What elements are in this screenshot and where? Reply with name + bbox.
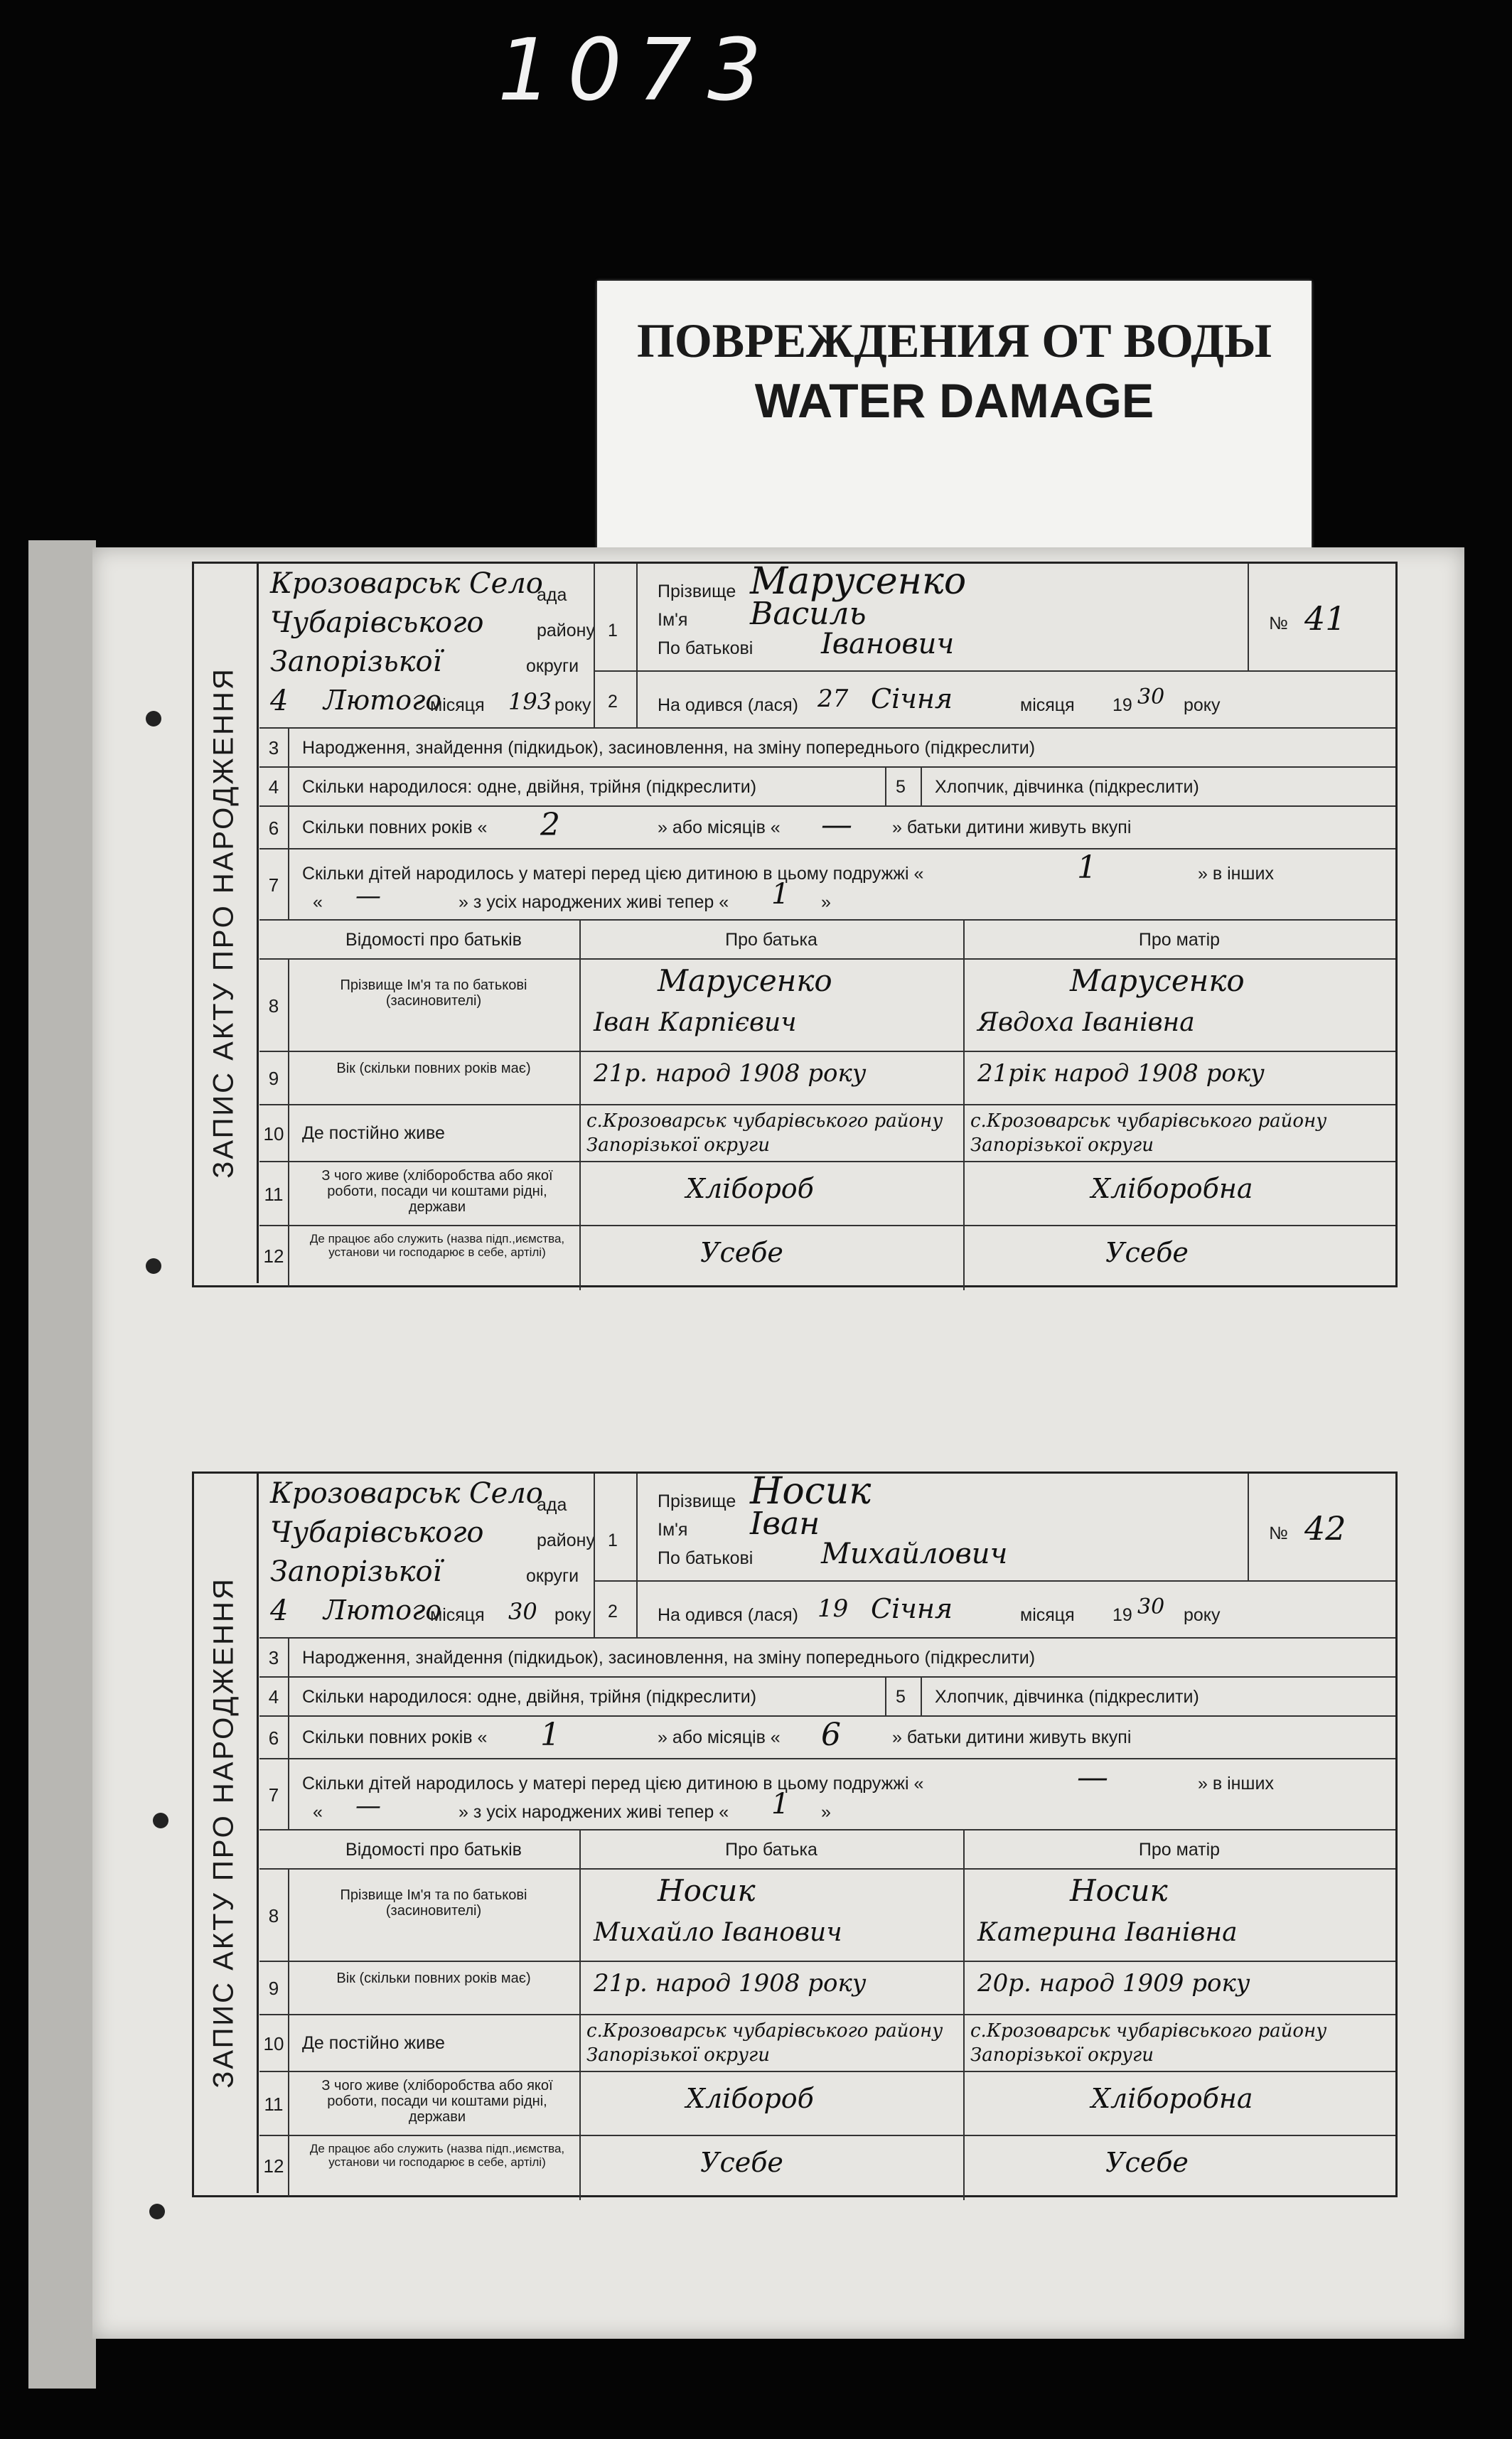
birth-month: Січня <box>871 683 953 714</box>
row-7-text-a: Скільки дітей народилось у матері перед цією дитиною в цьому подружжі « <box>302 1774 924 1794</box>
registration-year: 30 <box>508 1598 537 1625</box>
row-10: 10 Де постійно живе с.Крозоварськ чубарівського району Запорізької округи с.Крозоварськ чубарівського району Запорізької округи <box>259 2014 1395 2072</box>
row-6-text-c: » батьки дитини живуть вкупі <box>892 1727 1132 1747</box>
mother-age: 21рік народ 1908 року <box>977 1059 1265 1088</box>
father-work: Усебе <box>700 1237 783 1268</box>
children-alive: 1 <box>771 878 790 911</box>
children-before: 1 <box>1077 849 1097 886</box>
okrug-label: округи <box>526 656 579 676</box>
mother-residence: с.Крозоварськ чубарівського району Запорізької округи <box>970 2020 1327 2066</box>
row-6-text-a: Скільки повних років « <box>302 818 488 837</box>
born-label: На одився (лася) <box>658 695 798 715</box>
row-12-text: Де працює або служить (назва підп.,иємства, установи чи господарює в себе, артілі) <box>309 1232 565 1259</box>
row-3: 3 Народження, знайдення (підкидьок), засиновлення, на зміну попереднього (підкреслити) <box>259 727 1395 768</box>
number-label: № <box>1269 1523 1288 1543</box>
birth-year-label: року <box>1184 1605 1221 1625</box>
row-7: 7 Скільки дітей народилось у матері перед цією дитиною в цьому подружжі « — » в інших « — » з усіх народжених живі тепер « 1 » <box>259 1758 1395 1830</box>
col-father-header: Про батька <box>725 930 817 950</box>
born-label: На одився (лася) <box>658 1605 798 1625</box>
father-occupation: Хлібороб <box>686 1173 814 1204</box>
father-name: Михайло Іванович <box>594 1918 842 1947</box>
row-8-text: Прізвище Ім'я та по батькові (засиновителі) <box>340 1887 527 1919</box>
row-6-text-b: » або місяців « <box>658 1727 781 1747</box>
mother-work: Усебе <box>1105 1237 1189 1268</box>
row-6: 6 Скільки повних років « 2 » або місяців « — » батьки дитини живуть вкупі <box>259 805 1395 849</box>
row-6-text-b: » або місяців « <box>658 818 781 837</box>
col-mother-header: Про матір <box>1138 930 1221 950</box>
row-number: 5 <box>896 1687 906 1707</box>
row-number: 2 <box>608 692 618 712</box>
row-11-text: З чого живе (хліборобства або якої роботи, посади чи коштами рідні, держави <box>321 2078 553 2125</box>
months-together: 6 <box>821 1717 841 1753</box>
row-number: 1 <box>608 1531 618 1550</box>
surname-label: Прізвище <box>658 581 736 601</box>
birth-century: 19 <box>1112 1605 1132 1625</box>
row-9: 9 Вік (скільки повних років має) 21р. народ 1908 року 21рік народ 1908 року <box>259 1051 1395 1105</box>
number-label: № <box>1269 613 1288 633</box>
birth-century: 19 <box>1112 695 1132 715</box>
row-10-text: Де постійно живе <box>302 2033 445 2053</box>
registration-month: Лютого <box>323 685 442 716</box>
years-together: 2 <box>540 807 560 843</box>
row-7-text-c: « <box>313 1802 323 1822</box>
parents-header <box>259 919 1395 960</box>
child-surname: Марусенко <box>750 560 967 603</box>
row-9-text: Вік (скільки повних років має) <box>336 1061 531 1076</box>
row-10-text: Де постійно живе <box>302 1123 445 1143</box>
father-age: 21р. народ 1908 року <box>594 1969 867 1998</box>
birth-year: 30 <box>1137 1594 1165 1619</box>
mother-name: Катерина Іванівна <box>977 1918 1238 1947</box>
birth-month: Січня <box>871 1593 953 1624</box>
registration-month: Лютого <box>323 1594 442 1626</box>
registration-header <box>259 560 1395 727</box>
row-12: 12 Де працює або служить (назва підп.,иємства, установи чи господарює в себе, артілі) Усебе Усебе <box>259 2135 1395 2197</box>
form-side-title: ЗАПИС АКТУ ПРО НАРОДЖЕННЯ <box>191 1472 259 2193</box>
row-7-text-d: » з усіх народжених живі тепер « <box>459 892 729 912</box>
registration-day: 4 <box>270 1594 289 1627</box>
binding-hole <box>153 1813 168 1828</box>
row-7-text-b: » в інших <box>1198 864 1274 884</box>
record-number: 42 <box>1304 1509 1346 1548</box>
row-4: 4 Скільки народилося: одне, двійня, трійня (підкреслити) 5 Хлопчик, дівчинка (підкреслити) <box>259 766 1395 807</box>
row-7-text-c: « <box>313 892 323 912</box>
child-patronymic: Михайлович <box>821 1538 1008 1570</box>
registration-day: 4 <box>270 685 289 717</box>
child-surname: Носик <box>750 1470 872 1513</box>
water-damage-label-en: WATER DAMAGE <box>754 374 1154 428</box>
registration-okrug: Запорізької <box>270 1555 442 1588</box>
row-number: 2 <box>608 1602 618 1621</box>
row-3-text: Народження, знайдення (підкидьок), засиновлення, на зміну попереднього (підкреслити) <box>302 738 1036 758</box>
father-surname: Носик <box>658 1873 756 1908</box>
children-alive: 1 <box>771 1788 790 1821</box>
row-9: 9 Вік (скільки повних років має) 21р. народ 1908 року 20р. народ 1909 року <box>259 1961 1395 2015</box>
row-11: 11 З чого живе (хліборобства або якої роботи, посади чи коштами рідні, держави Хлібороб Хліборобна <box>259 1161 1395 1226</box>
father-surname: Марусенко <box>658 963 832 998</box>
birth-year: 30 <box>1137 685 1165 709</box>
father-age: 21р. народ 1908 року <box>594 1059 867 1088</box>
record-number: 41 <box>1304 599 1346 638</box>
row-3-text: Народження, знайдення (підкидьок), засиновлення, на зміну попереднього (підкреслити) <box>302 1648 1036 1668</box>
registration-year: 193 <box>508 688 552 715</box>
mother-work: Усебе <box>1105 2147 1189 2178</box>
row-9-text: Вік (скільки повних років має) <box>336 1971 531 1986</box>
months-together: — <box>821 807 852 843</box>
birth-month-label: місяця <box>1020 1605 1075 1625</box>
binding-hole <box>146 1258 161 1274</box>
mother-occupation: Хліборобна <box>1091 1173 1253 1204</box>
col-info-header: Відомості про батьків <box>345 930 522 950</box>
row-10: 10 Де постійно живе с.Крозоварськ чубарівського району Запорізької округи с.Крозоварськ чубарівського району Запорізької округи <box>259 1104 1395 1162</box>
mother-occupation: Хліборобна <box>1091 2083 1253 2114</box>
registration-place: Крозоварськ Село <box>270 1477 543 1510</box>
rada-label: ада <box>537 1495 567 1515</box>
month-label: місяця <box>430 695 485 715</box>
row-5-text: Хлопчик, дівчинка (підкреслити) <box>935 777 1199 797</box>
registration-district: Чубарівського <box>270 1516 484 1549</box>
birth-month-label: місяця <box>1020 695 1075 715</box>
patronymic-label: По батькові <box>658 1548 754 1568</box>
row-number: 1 <box>608 621 618 640</box>
child-name: Василь <box>750 596 867 632</box>
child-name: Іван <box>750 1506 820 1542</box>
row-11: 11 З чого живе (хліборобства або якої роботи, посади чи коштами рідні, держави Хлібороб Хліборобна <box>259 2071 1395 2136</box>
row-3: 3 Народження, знайдення (підкидьок), засиновлення, на зміну попереднього (підкреслити) <box>259 1637 1395 1678</box>
col-mother-header: Про матір <box>1138 1840 1221 1860</box>
children-other: — <box>355 881 381 911</box>
col-father-header: Про батька <box>725 1840 817 1860</box>
patronymic-label: По батькові <box>658 638 754 658</box>
year-label: року <box>554 1605 591 1625</box>
row-7-text-e: » <box>821 1802 831 1822</box>
birth-day: 19 <box>817 1594 849 1623</box>
birth-record-form <box>192 1472 1398 2197</box>
name-label: Ім'я <box>658 610 688 630</box>
row-7-text-d: » з усіх народжених живі тепер « <box>459 1802 729 1822</box>
rayon-label: району <box>537 1531 595 1550</box>
year-label: року <box>554 695 591 715</box>
water-damage-label-ru: ПОВРЕЖДЕНИЯ ОТ ВОДЫ <box>637 313 1272 368</box>
registration-okrug: Запорізької <box>270 645 442 678</box>
row-number: 5 <box>896 777 906 797</box>
month-label: місяця <box>430 1605 485 1625</box>
row-11-text: З чого живе (хліборобства або якої роботи, посади чи коштами рідні, держави <box>321 1168 553 1215</box>
row-7-text-e: » <box>821 892 831 912</box>
parents-header <box>259 1829 1395 1870</box>
row-8-text: Прізвище Ім'я та по батькові (засиновителі) <box>340 977 527 1009</box>
registration-place: Крозоварськ Село <box>270 567 543 600</box>
row-7: 7 Скільки дітей народилось у матері перед цією дитиною в цьому подружжі « 1 » в інших « — » з усіх народжених живі тепер « 1 » <box>259 848 1395 921</box>
row-8: 8 Прізвище Ім'я та по батькові (засиновителі) Носик Михайло Іванович Носик Катерина Іванівна <box>259 1868 1395 1962</box>
row-12-text: Де працює або служить (назва підп.,иємства, установи чи господарює в себе, артілі) <box>309 2142 565 2169</box>
mother-name: Явдоха Іванівна <box>977 1008 1195 1037</box>
row-4-text: Скільки народилося: одне, двійня, трійня (підкреслити) <box>302 777 757 797</box>
years-together: 1 <box>540 1717 560 1753</box>
row-5-text: Хлопчик, дівчинка (підкреслити) <box>935 1687 1199 1707</box>
mother-residence: с.Крозоварськ чубарівського району Запорізької округи <box>970 1110 1327 1156</box>
mother-surname: Марусенко <box>1070 963 1245 998</box>
children-before: — <box>1077 1759 1108 1796</box>
row-7-text-a: Скільки дітей народилось у матері перед цією дитиною в цьому подружжі « <box>302 864 924 884</box>
father-residence: с.Крозоварськ чубарівського району Запорізької округи <box>586 2020 943 2066</box>
mother-age: 20р. народ 1909 року <box>977 1969 1250 1998</box>
surname-label: Прізвище <box>658 1491 736 1511</box>
registration-header <box>259 1470 1395 1637</box>
okrug-label: округи <box>526 1566 579 1586</box>
frame-number: 1073 <box>498 21 778 120</box>
binding-hole <box>149 2204 165 2219</box>
mother-surname: Носик <box>1070 1873 1168 1908</box>
row-7-text-b: » в інших <box>1198 1774 1274 1794</box>
water-damage-label <box>597 281 1312 558</box>
row-4-text: Скільки народилося: одне, двійня, трійня (підкреслити) <box>302 1687 757 1707</box>
father-work: Усебе <box>700 2147 783 2178</box>
name-label: Ім'я <box>658 1520 688 1540</box>
binding-hole <box>146 711 161 727</box>
form-side-title: ЗАПИС АКТУ ПРО НАРОДЖЕННЯ <box>191 562 259 1283</box>
rayon-label: району <box>537 621 595 640</box>
child-patronymic: Іванович <box>821 628 955 660</box>
father-name: Іван Карпієвич <box>594 1008 797 1037</box>
col-info-header: Відомості про батьків <box>345 1840 522 1860</box>
rada-label: ада <box>537 585 567 605</box>
birth-year-label: року <box>1184 695 1221 715</box>
father-residence: с.Крозоварськ чубарівського району Запорізької округи <box>586 1110 943 1156</box>
birth-day: 27 <box>817 685 849 713</box>
row-6: 6 Скільки повних років « 1 » або місяців « 6 » батьки дитини живуть вкупі <box>259 1715 1395 1759</box>
row-8: 8 Прізвище Ім'я та по батькові (засиновителі) Марусенко Іван Карпієвич Марусенко Явдоха Іванівна <box>259 958 1395 1052</box>
registration-district: Чубарівського <box>270 606 484 639</box>
father-occupation: Хлібороб <box>686 2083 814 2114</box>
children-other: — <box>355 1791 381 1821</box>
row-6-text-c: » батьки дитини живуть вкупі <box>892 818 1132 837</box>
row-12: 12 Де працює або служить (назва підп.,иємства, установи чи господарює в себе, артілі) Усебе Усебе <box>259 1225 1395 1287</box>
row-6-text-a: Скільки повних років « <box>302 1727 488 1747</box>
birth-record-form <box>192 562 1398 1287</box>
row-4: 4 Скільки народилося: одне, двійня, трійня (підкреслити) 5 Хлопчик, дівчинка (підкреслити) <box>259 1676 1395 1717</box>
book-spine <box>28 540 96 2389</box>
